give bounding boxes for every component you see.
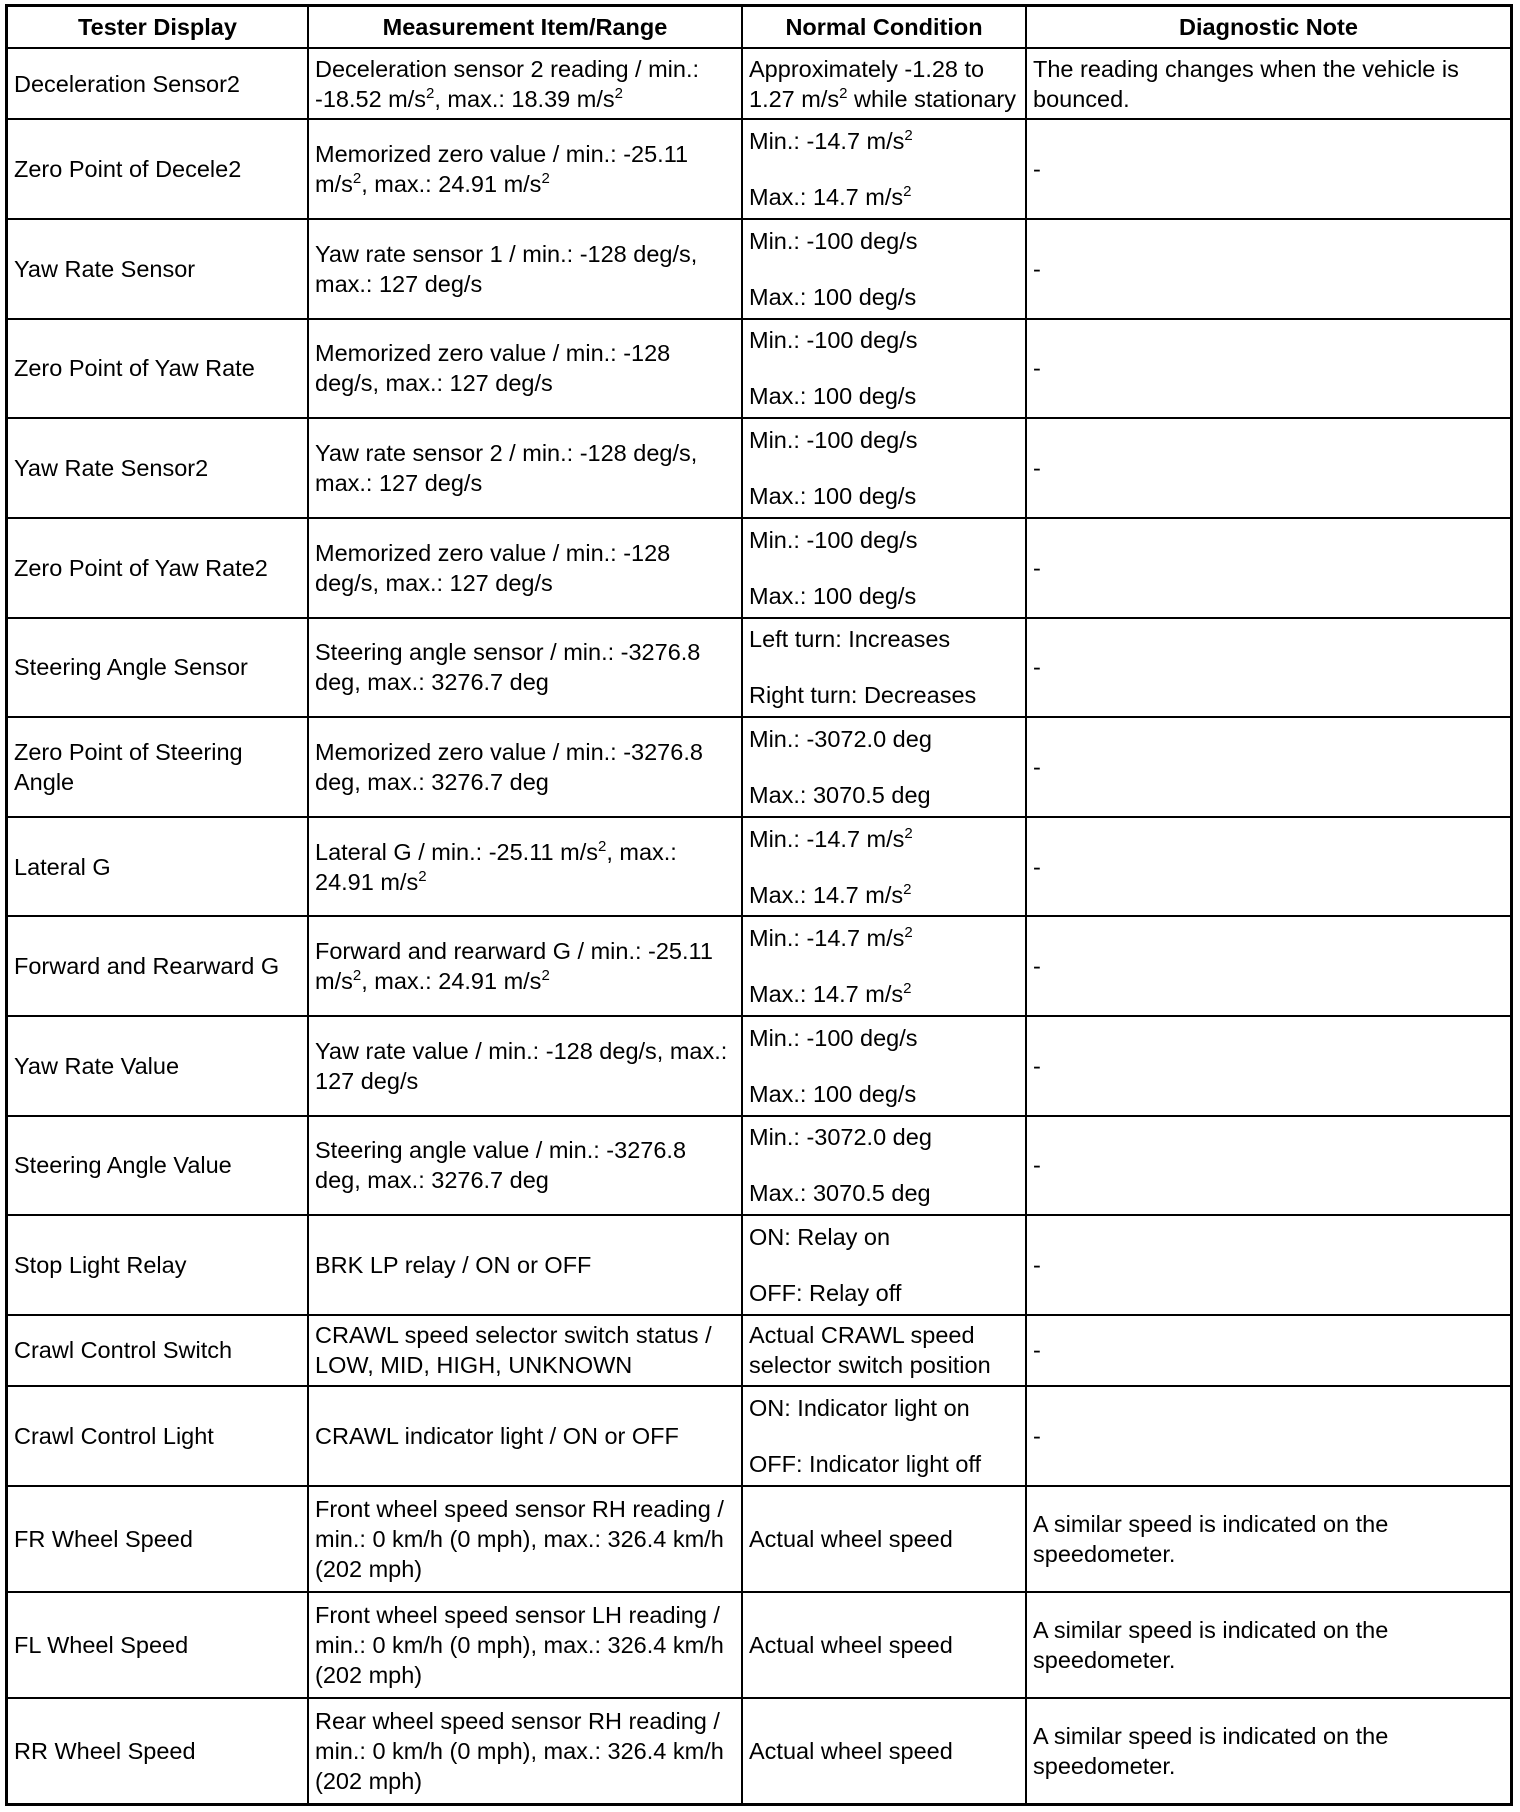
- cell-measurement: Deceleration sensor 2 reading / min.: -18.52 $m/s^2$, max.: 18.39 $m/s^2$: [308, 48, 742, 119]
- condition-right-turn: Right turn: Decreases: [749, 682, 977, 709]
- condition-min: Min.: -14.7 $m/s^2$: [749, 127, 913, 155]
- cell-tester-display: RR Wheel Speed: [8, 1698, 308, 1803]
- table-row: [8, 1486, 1510, 1592]
- cell-normal-condition: [742, 319, 1026, 419]
- cell-normal-condition: [742, 1016, 1026, 1116]
- cell-measurement: Steering angle sensor / min.: -3276.8 deg, max.: 3276.7 deg: [308, 618, 742, 718]
- cell-normal-condition: [742, 1215, 1026, 1315]
- condition-max: Max.: 100 deg/s: [749, 483, 917, 510]
- cell-diagnostic-note: -: [1026, 319, 1510, 419]
- condition-min: Min.: -3072.0 deg: [749, 1124, 932, 1151]
- condition-max: Max.: 3070.5 deg: [749, 781, 931, 808]
- cell-normal-condition: Approximately -1.28 to 1.27 $m/s^2$ while stationary: [742, 48, 1026, 119]
- condition-max: Max.: 14.7 $m/s^2$: [749, 880, 912, 908]
- cell-diagnostic-note: -: [1026, 618, 1510, 718]
- condition-max: Max.: 100 deg/s: [749, 383, 917, 410]
- table-row: [8, 1592, 1510, 1698]
- condition-on: ON: Indicator light on: [749, 1395, 970, 1422]
- cell-normal-condition: Actual wheel speed: [742, 1698, 1026, 1803]
- cell-normal-condition: [742, 1116, 1026, 1216]
- condition-left-turn: Left turn: Increases: [749, 626, 951, 653]
- cell-diagnostic-note: -: [1026, 219, 1510, 319]
- cell-measurement: Memorized zero value / min.: -128 deg/s, max.: 127 deg/s: [308, 518, 742, 618]
- table-row: [8, 219, 1510, 319]
- table-row: [8, 1315, 1510, 1386]
- data-list-table: [8, 7, 1510, 1803]
- cell-diagnostic-note: A similar speed is indicated on the speedometer.: [1026, 1592, 1510, 1698]
- table-row: [8, 618, 1510, 718]
- cell-normal-condition: [742, 817, 1026, 917]
- table-row: [8, 717, 1510, 817]
- cell-measurement: CRAWL speed selector switch status / LOW, MID, HIGH, UNKNOWN: [308, 1315, 742, 1386]
- cell-measurement: Yaw rate sensor 2 / min.: -128 deg/s, max.: 127 deg/s: [308, 418, 742, 518]
- condition-min: Min.: -14.7 $m/s^2$: [749, 924, 913, 952]
- cell-diagnostic-note: A similar speed is indicated on the speedometer.: [1026, 1486, 1510, 1592]
- condition-min: Min.: -100 deg/s: [749, 1024, 918, 1051]
- header-normal-condition: Normal Condition: [742, 7, 1026, 48]
- condition-max: Max.: 100 deg/s: [749, 1080, 917, 1107]
- cell-measurement: Yaw rate value / min.: -128 deg/s, max.: 127 deg/s: [308, 1016, 742, 1116]
- cell-normal-condition: [742, 518, 1026, 618]
- cell-measurement: Steering angle value / min.: -3276.8 deg, max.: 3276.7 deg: [308, 1116, 742, 1216]
- cell-tester-display: Crawl Control Switch: [8, 1315, 308, 1386]
- cell-diagnostic-note: -: [1026, 119, 1510, 219]
- condition-max: Max.: 14.7 $m/s^2$: [749, 980, 912, 1008]
- table-row: [8, 48, 1510, 119]
- cell-diagnostic-note: -: [1026, 1215, 1510, 1315]
- table-row: [8, 916, 1510, 1016]
- condition-min: Min.: -100 deg/s: [749, 427, 918, 454]
- cell-diagnostic-note: -: [1026, 1386, 1510, 1486]
- diagnostic-table-page: [5, 4, 1513, 1806]
- cell-diagnostic-note: -: [1026, 817, 1510, 917]
- table-row: [8, 817, 1510, 917]
- cell-diagnostic-note: -: [1026, 518, 1510, 618]
- table-row: [8, 1116, 1510, 1216]
- cell-tester-display: Forward and Rearward G: [8, 916, 308, 1016]
- cell-tester-display: Yaw Rate Sensor2: [8, 418, 308, 518]
- condition-min: Min.: -100 deg/s: [749, 327, 918, 354]
- cell-tester-display: Yaw Rate Sensor: [8, 219, 308, 319]
- condition-on: ON: Relay on: [749, 1223, 891, 1250]
- cell-normal-condition: Actual CRAWL speed selector switch position: [742, 1315, 1026, 1386]
- cell-normal-condition: [742, 1386, 1026, 1486]
- cell-measurement: Rear wheel speed sensor RH reading / min.: 0 km/h (0 mph), max.: 326.4 km/h (202 mph): [308, 1698, 742, 1803]
- cell-tester-display: Zero Point of Yaw Rate2: [8, 518, 308, 618]
- cell-tester-display: Zero Point of Steering Angle: [8, 717, 308, 817]
- cell-measurement: Forward and rearward G / min.: -25.11 $m/s^2$, max.: 24.91 $m/s^2$: [308, 916, 742, 1016]
- cell-diagnostic-note: -: [1026, 1016, 1510, 1116]
- cell-measurement: Front wheel speed sensor LH reading / min.: 0 km/h (0 mph), max.: 326.4 km/h (202 mph): [308, 1592, 742, 1698]
- table-row: [8, 1698, 1510, 1803]
- cell-measurement: Front wheel speed sensor RH reading / min.: 0 km/h (0 mph), max.: 326.4 km/h (202 mph): [308, 1486, 742, 1592]
- cell-tester-display: Steering Angle Sensor: [8, 618, 308, 718]
- cell-diagnostic-note: A similar speed is indicated on the speedometer.: [1026, 1698, 1510, 1803]
- cell-tester-display: Lateral G: [8, 817, 308, 917]
- cell-normal-condition: [742, 916, 1026, 1016]
- cell-diagnostic-note: -: [1026, 1315, 1510, 1386]
- condition-max: Max.: 3070.5 deg: [749, 1180, 931, 1207]
- cell-normal-condition: Actual wheel speed: [742, 1486, 1026, 1592]
- cell-measurement: Memorized zero value / min.: -3276.8 deg, max.: 3276.7 deg: [308, 717, 742, 817]
- cell-measurement: CRAWL indicator light / ON or OFF: [308, 1386, 742, 1486]
- cell-measurement: Lateral G / min.: -25.11 $m/s^2$, max.: 24.91 $m/s^2$: [308, 817, 742, 917]
- condition-min: Min.: -100 deg/s: [749, 227, 918, 254]
- cell-tester-display: Yaw Rate Value: [8, 1016, 308, 1116]
- table-row: [8, 119, 1510, 219]
- cell-tester-display: Zero Point of Yaw Rate: [8, 319, 308, 419]
- cell-diagnostic-note: The reading changes when the vehicle is bounced.: [1026, 48, 1510, 119]
- cell-tester-display: FR Wheel Speed: [8, 1486, 308, 1592]
- condition-off: OFF: Relay off: [749, 1279, 902, 1306]
- table-row: [8, 1016, 1510, 1116]
- condition-min: Min.: -14.7 $m/s^2$: [749, 824, 913, 852]
- header-measurement-item-range: Measurement Item/Range: [308, 7, 742, 48]
- cell-measurement: Memorized zero value / min.: -128 deg/s, max.: 127 deg/s: [308, 319, 742, 419]
- cell-normal-condition: [742, 418, 1026, 518]
- table-row: [8, 1215, 1510, 1315]
- cell-normal-condition: [742, 618, 1026, 718]
- condition-min: Min.: -3072.0 deg: [749, 725, 932, 752]
- condition-max: Max.: 100 deg/s: [749, 283, 917, 310]
- cell-tester-display: Zero Point of Decele2: [8, 119, 308, 219]
- cell-tester-display: FL Wheel Speed: [8, 1592, 308, 1698]
- table-row: [8, 1386, 1510, 1486]
- cell-diagnostic-note: -: [1026, 1116, 1510, 1216]
- header-diagnostic-note: Diagnostic Note: [1026, 7, 1510, 48]
- cell-measurement: Memorized zero value / min.: -25.11 $m/s^2$, max.: 24.91 $m/s^2$: [308, 119, 742, 219]
- cell-measurement: BRK LP relay / ON or OFF: [308, 1215, 742, 1315]
- cell-tester-display: Deceleration Sensor2: [8, 48, 308, 119]
- condition-max: Max.: 100 deg/s: [749, 582, 917, 609]
- condition-off: OFF: Indicator light off: [749, 1451, 982, 1478]
- cell-diagnostic-note: -: [1026, 418, 1510, 518]
- cell-diagnostic-note: -: [1026, 916, 1510, 1016]
- table-row: [8, 319, 1510, 419]
- cell-normal-condition: [742, 219, 1026, 319]
- table-header-row: [8, 7, 1510, 48]
- cell-normal-condition: Actual wheel speed: [742, 1592, 1026, 1698]
- cell-measurement: Yaw rate sensor 1 / min.: -128 deg/s, max.: 127 deg/s: [308, 219, 742, 319]
- cell-diagnostic-note: -: [1026, 717, 1510, 817]
- condition-max: Max.: 14.7 $m/s^2$: [749, 183, 912, 211]
- cell-tester-display: Crawl Control Light: [8, 1386, 308, 1486]
- cell-normal-condition: [742, 119, 1026, 219]
- header-tester-display: Tester Display: [8, 7, 308, 48]
- table-row: [8, 518, 1510, 618]
- cell-normal-condition: [742, 717, 1026, 817]
- condition-min: Min.: -100 deg/s: [749, 526, 918, 553]
- cell-tester-display: Stop Light Relay: [8, 1215, 308, 1315]
- cell-tester-display: Steering Angle Value: [8, 1116, 308, 1216]
- table-row: [8, 418, 1510, 518]
